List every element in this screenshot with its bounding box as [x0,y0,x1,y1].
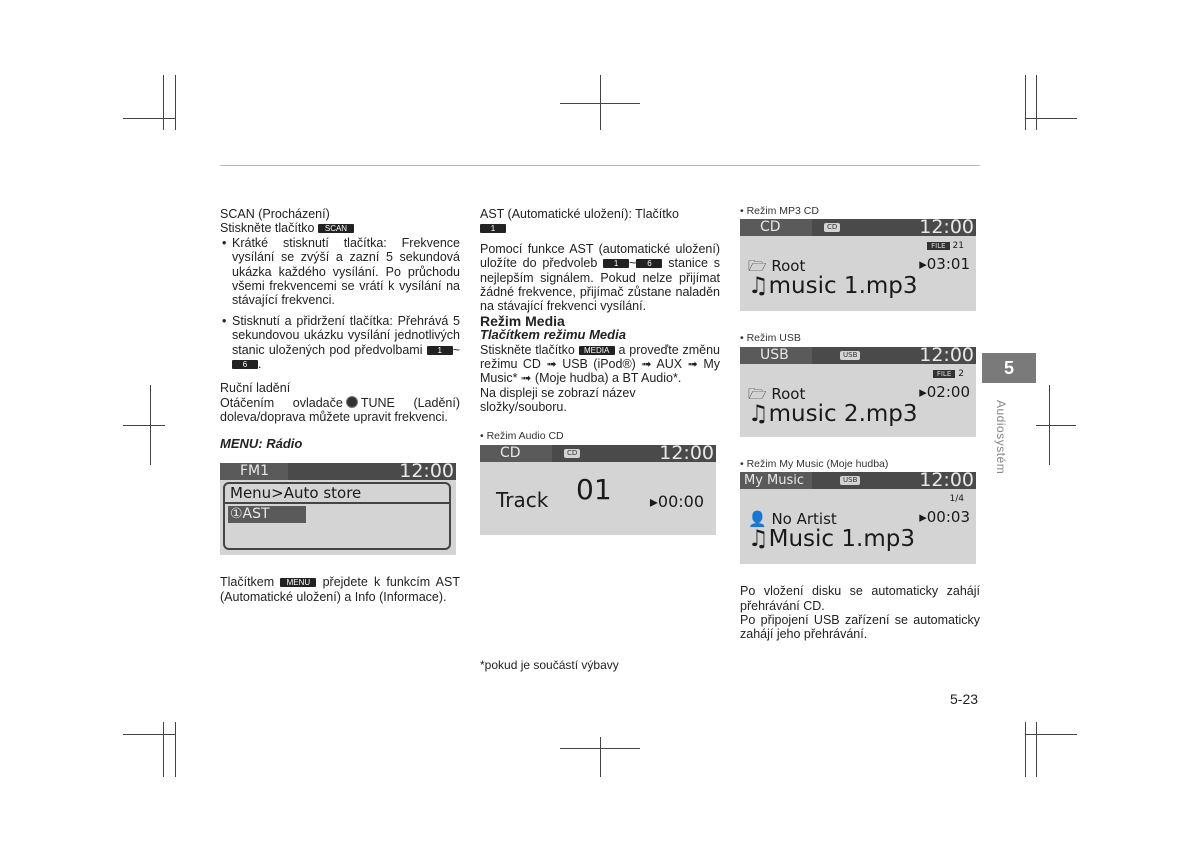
ast-heading: AST (Automatické uložení): Tlačítko [480,207,679,221]
crop-mark [560,748,640,749]
lcd-mode: CD [480,445,552,462]
lcd-time: 12:00 [399,460,454,483]
column-2 [480,207,720,535]
media-subheading: Tlačítkem režimu Media [480,327,626,343]
scan-heading: SCAN (Procházení) [220,207,330,221]
preset-key-1: 1 [427,346,453,355]
usb-autoplay-text: Po připojení USB zařízení se automaticky zahájí jeho přehrávání. [740,613,980,642]
column-3 [740,204,980,642]
lcd-mymusic-display [740,469,976,564]
lcd-status-bar [740,343,976,366]
lcd-song: ♫music 2.mp3 [748,400,918,427]
manual-heading: Ruční ladění [220,381,291,396]
crop-mark [163,75,164,130]
crop-mark [1036,722,1037,777]
crop-mark [1036,75,1037,130]
lcd-mode: FM1 [220,463,288,480]
lcd-status-bar [480,442,716,465]
media-text: Stiskněte tlačítko MEDIA a proveďte změnu režimu CD ➟ USB (iPod®) ➟ AUX ➟ My Music* ➟ (Moje hudba) a BT Audio*. [480,342,720,386]
lcd-time: 12:00 [919,469,974,492]
media-heading: Režim Media [480,312,565,329]
lcd-position: ▸00:00 [649,492,704,512]
lcd-time: 12:00 [919,216,974,239]
menu-heading: MENU: Rádio [220,435,303,451]
lcd-badge: USB [840,351,860,360]
page-number: 5-23 [950,691,979,707]
cd-autoplay-text: Po vložení disku se automaticky zahájí přehrávání CD. [740,584,980,613]
crop-mark [123,118,175,119]
lcd-mode: USB [740,347,812,364]
tune-knob-icon [346,396,358,408]
lcd-file-info: FILE 2 [933,367,964,381]
caption-audio-cd: • Režim Audio CD [480,429,564,442]
crop-mark [1025,75,1026,130]
lcd-mode: CD [740,219,812,236]
lcd-track-number: 01 [576,473,612,507]
crop-mark [1025,734,1077,735]
crop-mark [175,722,176,777]
menu-key: MENU [280,578,316,587]
ast-preset-6: 6 [636,259,662,268]
lcd-position: ▸00:03 [919,508,970,527]
caption-mymusic: • Režim My Music (Moje hudba) [740,457,889,470]
ast-key: 1 [480,224,506,233]
crop-mark [560,103,640,104]
lcd-menu-title: Menu>Auto store [225,484,449,504]
chapter-tab: 5 [982,353,1036,383]
lcd-count: 1/4 [949,494,964,505]
crop-mark [1036,425,1076,426]
lcd-usb-display [740,343,976,437]
lcd-folder: 🗁 Root [748,384,806,403]
caption-usb: • Režim USB [740,332,801,345]
ast-preset-1: 1 [603,259,629,268]
lcd-file-info: FILE 21 [927,239,964,253]
lcd-mode: My Music [740,472,812,489]
lcd-mp3-display [740,216,976,311]
lcd-badge: CD [824,223,840,232]
lcd-folder: 🗁 Root [748,257,806,276]
scan-press: Stiskněte tlačítko SCAN [220,221,460,235]
crop-mark [600,737,601,777]
lcd-position: ▸03:01 [919,255,970,274]
preset-key-6: 6 [232,360,258,369]
lcd-status-bar [740,469,976,492]
lcd-status-bar [220,460,456,483]
scan-bullet-short: • Krátké stisknutí tlačítka: Frekvence vysílání se zvýší a zazní 5 sekundová ukázka každého vysílání. Po průchodu všemi frekvencemi se vrátí k vysílání na stávající frekvenci. [220,236,460,308]
scan-key: SCAN [318,224,354,233]
lcd-position: ▸02:00 [919,382,970,401]
media-display-text: Na displeji se zobrazí název složky/souboru. [480,385,636,415]
lcd-badge: USB [840,476,860,485]
crop-mark [163,722,164,777]
crop-mark [1025,118,1077,119]
ast-key-line [480,221,720,235]
footnote: *pokud je součástí výbavy [480,658,619,672]
column-1 [220,207,460,604]
lcd-menu-item: ①AST [228,506,306,523]
lcd-audio-cd-display [480,442,716,535]
lcd-time: 12:00 [659,442,714,465]
lcd-fm-display [220,460,456,555]
lcd-time: 12:00 [919,343,974,366]
caption-mp3: • Režim MP3 CD [740,205,819,217]
chapter-label: Audiosystém [994,400,1008,475]
lcd-menu-frame [223,482,451,550]
ast-text: Pomocí funkce AST (automatické uložení) uložíte do předvoleb 1 ~ 6 stanice s nejlepším signálem. Pokud nelze přijímat žádné frekvence, přijímač zůstane naladěn na stávající frekvenci vysílání. [480,241,720,314]
lcd-song: ♫music 1.mp3 [748,273,918,300]
lcd-track-label: Track [496,488,549,513]
crop-mark [175,75,176,130]
menu-text: Tlačítkem MENU přejdete k funkcím AST (Automatické uložení) a Info (Informace). [220,575,460,604]
scan-bullet-long: • Stisknutí a přidržení tlačítka: Přehrává 5 sekundovou ukázku vysílání jednotlivých stanic uložených pod předvolbami 1 ~6 . [220,314,460,372]
lcd-artist: 👤 No Artist [748,510,837,529]
header-rule [220,165,980,166]
lcd-status-bar [740,216,976,239]
lcd-badge: CD [564,449,580,458]
crop-mark [123,734,175,735]
manual-text: Otáčením ovladače TUNE (Ladění) doleva/doprava můžete upravit frekvenci. [220,395,461,425]
media-key: MEDIA [579,346,615,355]
crop-mark [1025,722,1026,777]
lcd-song: ♫Music 1.mp3 [748,526,915,553]
crop-mark [123,425,165,426]
